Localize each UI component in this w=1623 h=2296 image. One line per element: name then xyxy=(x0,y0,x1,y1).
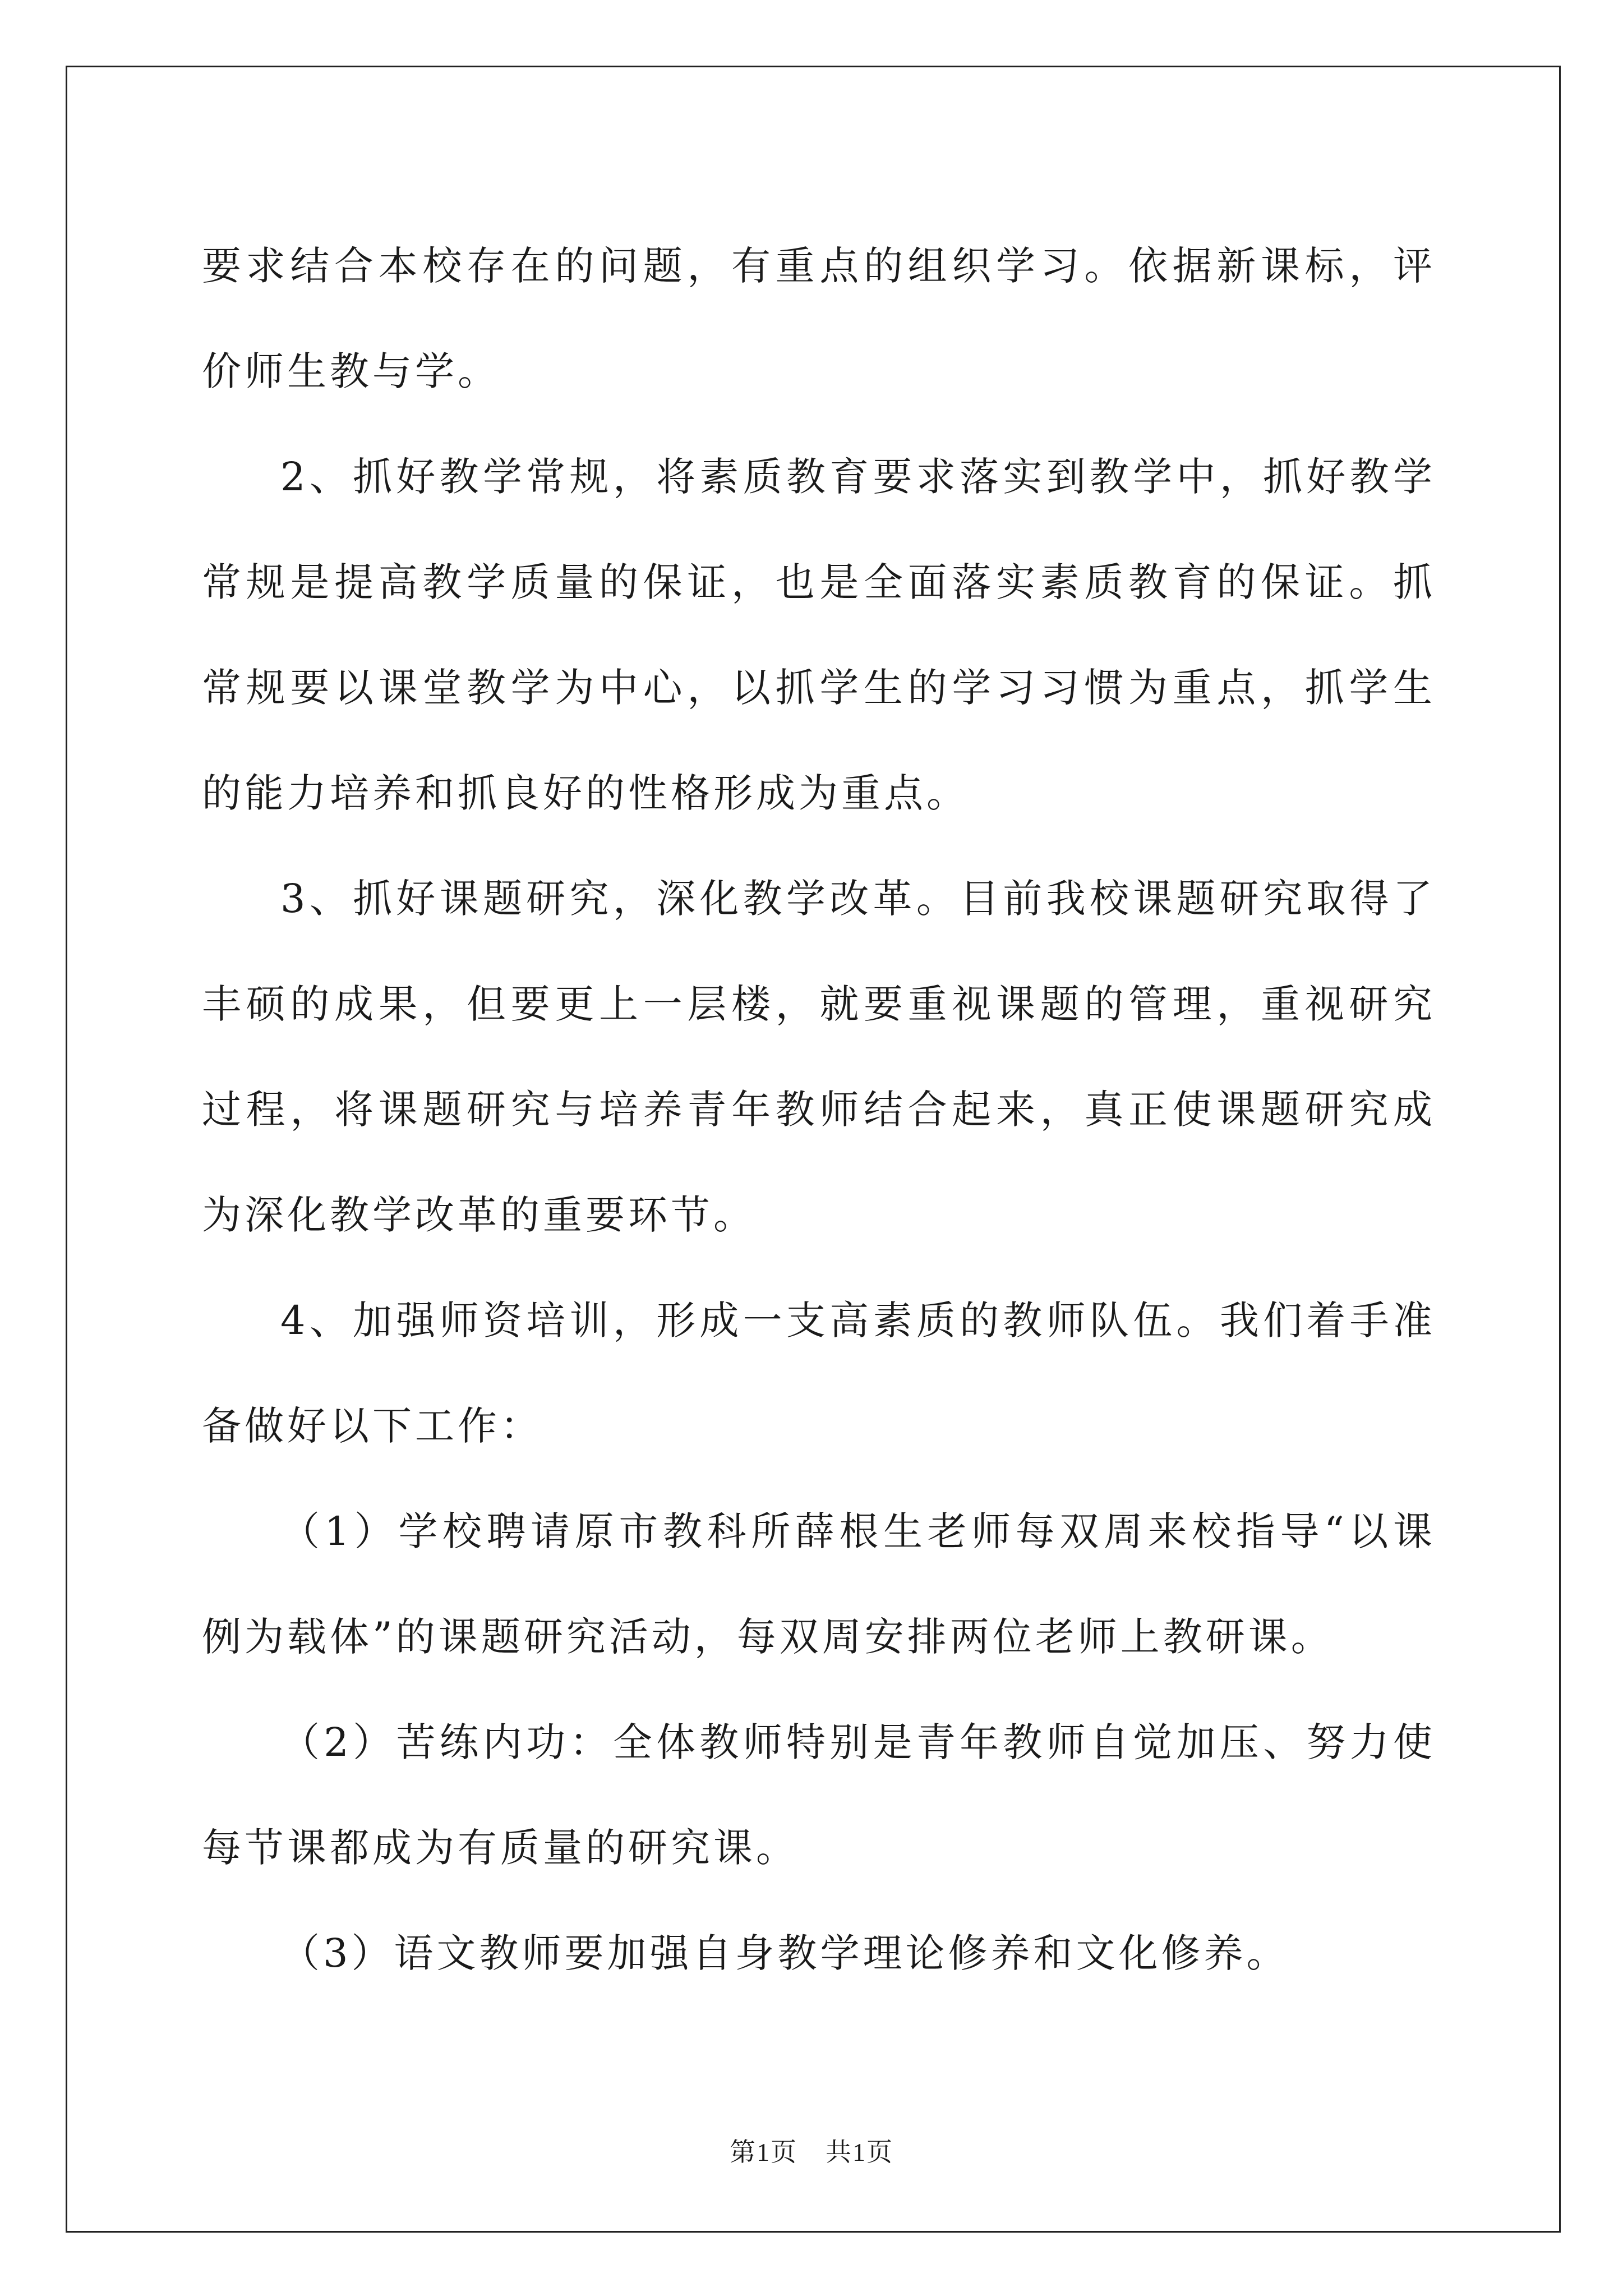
paragraph-1: 要求结合本校存在的问题，有重点的组织学习。依据新课标，评价师生教与学。 xyxy=(202,243,1436,394)
page-number: 第1页 xyxy=(730,2138,797,2166)
paragraph-5: （1）学校聘请原市教科所薛根生老师每双周来校指导“以课例为载体”的课题研究活动，每双周安排两位老师上教研课。 xyxy=(202,1508,1436,1660)
page-footer xyxy=(0,2132,1623,2169)
paragraph-7: （3）语文教师要加强自身教学理论修养和文化修养。 xyxy=(280,1930,1289,1976)
paragraph-4: 4、加强师资培训，形成一支高素质的教师队伍。我们着手准备做好以下工作： xyxy=(202,1297,1436,1449)
document-body xyxy=(202,213,1436,2006)
paragraph-3: 3、抓好课题研究，深化教学改革。目前我校课题研究取得了丰硕的成果，但要更上一层楼，就要重视课题的管理，重视研究过程，将课题研究与培养青年教师结合起来，真正使课题研究成为深化教学改革的重要环节。 xyxy=(202,876,1436,1238)
paragraph-2: 2、抓好教学常规，将素质教育要求落实到教学中，抓好教学常规是提高教学质量的保证，也是全面落实素质教育的保证。抓常规要以课堂教学为中心，以抓学生的学习习惯为重点，抓学生的能力培养和抓良好的性格形成为重点。 xyxy=(202,454,1436,816)
paragraph-6: （2）苦练内功：全体教师特别是青年教师自觉加压、努力使每节课都成为有质量的研究课。 xyxy=(202,1719,1436,1871)
page-total: 共1页 xyxy=(826,2138,893,2166)
